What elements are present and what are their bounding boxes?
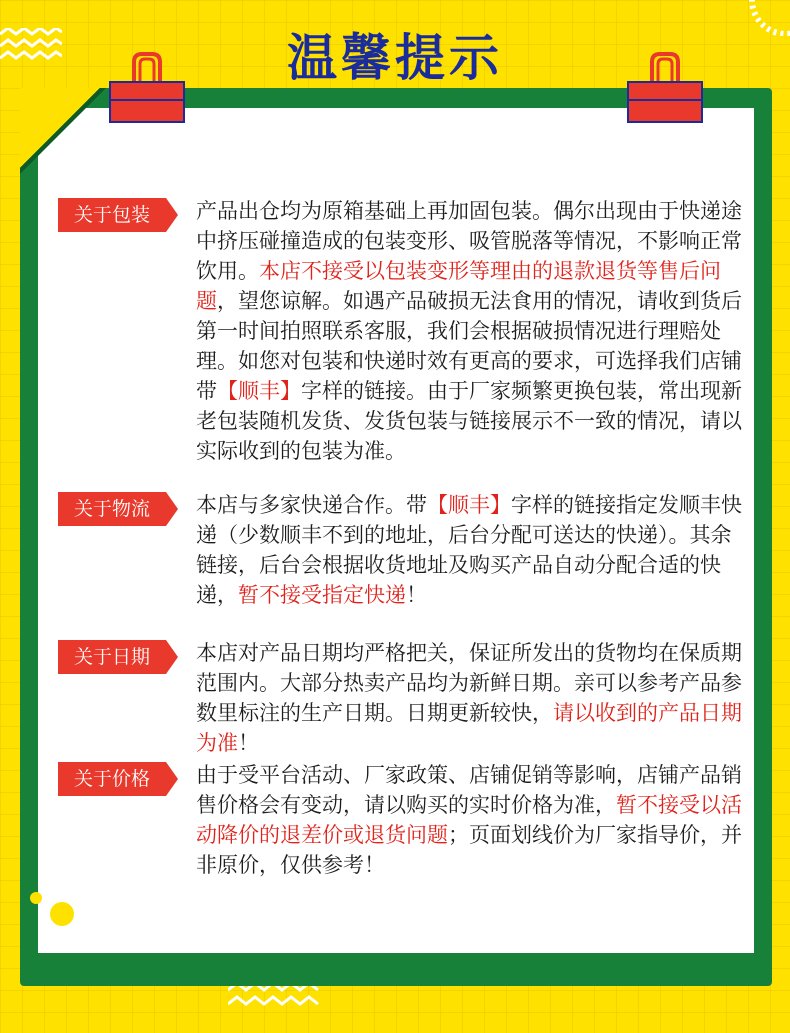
highlight-text: 【顺丰】 [217, 379, 301, 403]
shopping-bag-icon-right [626, 52, 704, 124]
dot-decoration [30, 892, 42, 904]
body-text: 字样的链接。由于厂家频繁更换包装，常出现新老包装随机发货、发货包装与链接展示不一致的情况，请以实际收到的包装为准。 [196, 379, 742, 463]
dot-decoration [50, 902, 74, 926]
section-label: 关于包装 [58, 198, 166, 232]
card-corner-cut [20, 88, 100, 168]
body-text: 产品出仓均为原箱基础上再加固包装。偶尔出现由于快递途中挤压碰撞造成的包装变形、吸管脱落等情况，不影响正常饮用。 [196, 199, 742, 283]
section-label: 关于物流 [58, 492, 166, 526]
highlight-text: 暂不接受以活动降价的退差价或退货问题 [196, 793, 742, 847]
section-label: 关于日期 [58, 640, 166, 674]
highlight-text: 本店不接受以包装变形等理由的退款退货等售后问题 [196, 259, 721, 313]
body-text: 字样的链接指定发顺丰快递（少数顺丰不到的地址，后台分配可送达的快递）。其余链接，后台会根据收货地址及购买产品自动分配合适的快递， [196, 493, 742, 607]
highlight-text: 暂不接受指定快递 [238, 583, 406, 607]
section-body [196, 638, 748, 758]
body-text: ！ [406, 583, 427, 607]
section-body [196, 196, 748, 466]
body-text: 本店对产品日期均严格把关，保证所发出的货物均在保质期范围内。大部分热卖产品均为新鲜日期。亲可以参考产品参数里标注的生产日期。日期更新较快， [196, 641, 742, 725]
body-text: 由于受平台活动、厂家政策、店铺促销等影响，店铺产品销售价格会有变动，请以购买的实时价格为准， [196, 763, 742, 817]
body-text: ，望您谅解。如遇产品破损无法食用的情况，请收到货后第一时间拍照联系客服，我们会根据破损情况进行理赔处理。如您对包装和快递时效有更高的要求，可选择我们店铺带 [196, 289, 742, 403]
body-text: ；页面划线价为厂家指导价，并非原价，仅供参考！ [196, 823, 742, 877]
highlight-text: 请以收到的产品日期为准 [196, 701, 742, 755]
section-label: 关于价格 [58, 762, 166, 796]
section-body [196, 760, 748, 880]
shopping-bag-icon-left [108, 52, 186, 124]
highlight-text: 【顺丰】 [427, 493, 511, 517]
body-text: 本店与多家快递合作。带 [196, 493, 427, 517]
body-text: ！ [238, 731, 259, 755]
page-title: 温馨提示 [287, 29, 503, 87]
section-body [196, 490, 748, 610]
